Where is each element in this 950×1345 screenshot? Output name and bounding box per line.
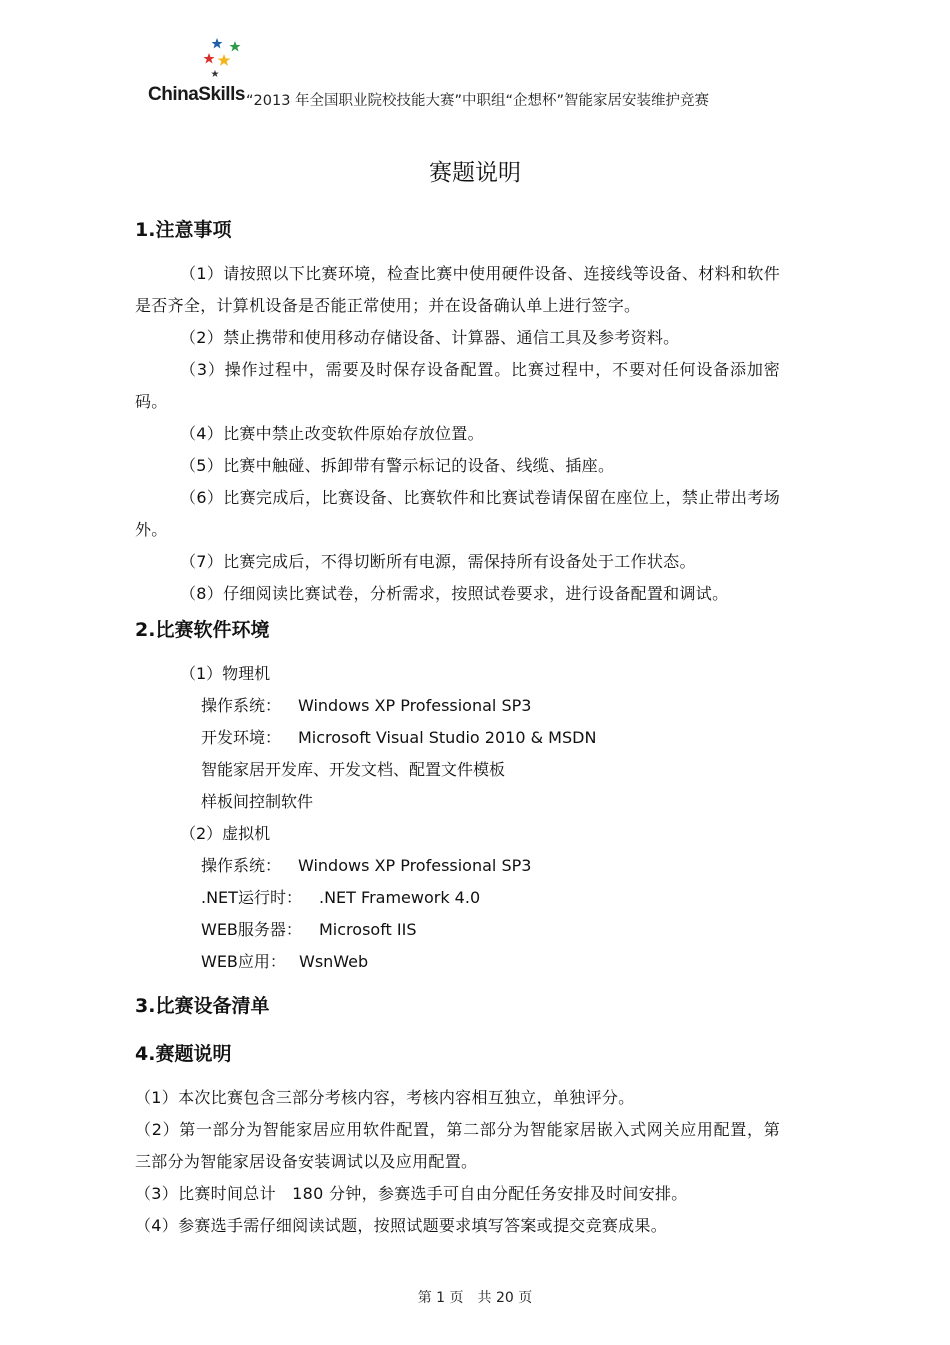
description-item-1: （1）本次比赛包含三部分考核内容，考核内容相互独立，单独评分。 bbox=[135, 1088, 635, 1107]
env-key: 操作系统： bbox=[201, 696, 282, 715]
chinaskills-stars-logo-icon bbox=[202, 36, 246, 80]
virtual-net-line bbox=[201, 882, 780, 914]
note-item-8: （8）仔细阅读比赛试卷，分析需求，按照试卷要求，进行设备配置和调试。 bbox=[180, 584, 729, 603]
header-title: “2013 年全国职业院校技能大赛”中职组“企想杯”智能家居安装维护竞赛 bbox=[246, 93, 710, 109]
env-value: WsnWeb bbox=[299, 952, 369, 971]
note-item-4: （4）比赛中禁止改变软件原始存放位置。 bbox=[180, 424, 484, 443]
virtual-web-app-line bbox=[201, 946, 780, 978]
env-value: .NET Framework 4.0 bbox=[319, 888, 481, 907]
page-header bbox=[0, 0, 950, 120]
physical-control-line: 样板间控制软件 bbox=[201, 792, 314, 811]
notes-list bbox=[135, 250, 780, 610]
physical-os-line bbox=[201, 690, 780, 722]
note-item-5: （5）比赛中触碰、拆卸带有警示标记的设备、线缆、插座。 bbox=[180, 456, 615, 475]
env-key: WEB服务器： bbox=[201, 920, 302, 939]
description-item-3: （3）比赛时间总计 180 分钟，参赛选手可自由分配任务安排及时间安排。 bbox=[135, 1184, 688, 1203]
env-key: 开发环境： bbox=[201, 728, 282, 747]
note-item-7: （7）比赛完成后，不得切断所有电源，需保持所有设备处于工作状态。 bbox=[180, 552, 696, 571]
virtual-machine-label: （2）虚拟机 bbox=[180, 824, 271, 843]
note-item-2: （2）禁止携带和使用移动存储设备、计算器、通信工具及参考资料。 bbox=[180, 328, 680, 347]
env-key: .NET运行时： bbox=[201, 888, 302, 907]
env-key: 操作系统： bbox=[201, 856, 282, 875]
env-key: WEB应用： bbox=[201, 952, 286, 971]
env-value: Windows XP Professional SP3 bbox=[298, 696, 532, 715]
section-heading-description: 4.赛题说明 bbox=[135, 1043, 232, 1065]
env-value: Microsoft IIS bbox=[319, 920, 417, 939]
virtual-os-line bbox=[201, 850, 780, 882]
physical-libs-line: 智能家居开发库、开发文档、配置文件模板 bbox=[201, 760, 506, 779]
spacer bbox=[135, 1026, 780, 1034]
spacer bbox=[135, 978, 780, 986]
page-title: 赛题说明 bbox=[429, 160, 521, 186]
description-item-4: （4）参赛选手需仔细阅读试题，按照试题要求填写答案或提交竞赛成果。 bbox=[135, 1216, 668, 1235]
page-footer: 第 1 页 共 20 页 bbox=[417, 1290, 533, 1306]
software-env-list bbox=[135, 650, 780, 978]
description-list bbox=[135, 1074, 780, 1242]
note-item-1: （1）请按照以下比赛环境，检查比赛中使用硬件设备、连接线等设备、材料和软件是否齐全，计算机设备是否能正常使用；并在设备确认单上进行签字。 bbox=[135, 264, 780, 315]
virtual-web-server-line bbox=[201, 914, 780, 946]
note-item-6: （6）比赛完成后，比赛设备、比赛软件和比赛试卷请保留在座位上，禁止带出考场外。 bbox=[135, 488, 780, 539]
note-item-3: （3）操作过程中，需要及时保存设备配置。比赛过程中，不要对任何设备添加密码。 bbox=[135, 360, 780, 411]
physical-dev-line bbox=[201, 722, 780, 754]
document-body bbox=[135, 210, 780, 1242]
chinaskills-logo-text: ChinaSkills bbox=[148, 84, 245, 105]
section-heading-notes: 1.注意事项 bbox=[135, 219, 232, 241]
section-heading-software-env: 2.比赛软件环境 bbox=[135, 619, 270, 641]
description-item-2: （2）第一部分为智能家居应用软件配置，第二部分为智能家居嵌入式网关应用配置，第三部分为智能家居设备安装调试以及应用配置。 bbox=[135, 1120, 780, 1171]
env-value: Windows XP Professional SP3 bbox=[298, 856, 532, 875]
physical-machine-label: （1）物理机 bbox=[180, 664, 271, 683]
section-heading-equipment: 3.比赛设备清单 bbox=[135, 995, 270, 1017]
env-value: Microsoft Visual Studio 2010 & MSDN bbox=[298, 728, 597, 747]
